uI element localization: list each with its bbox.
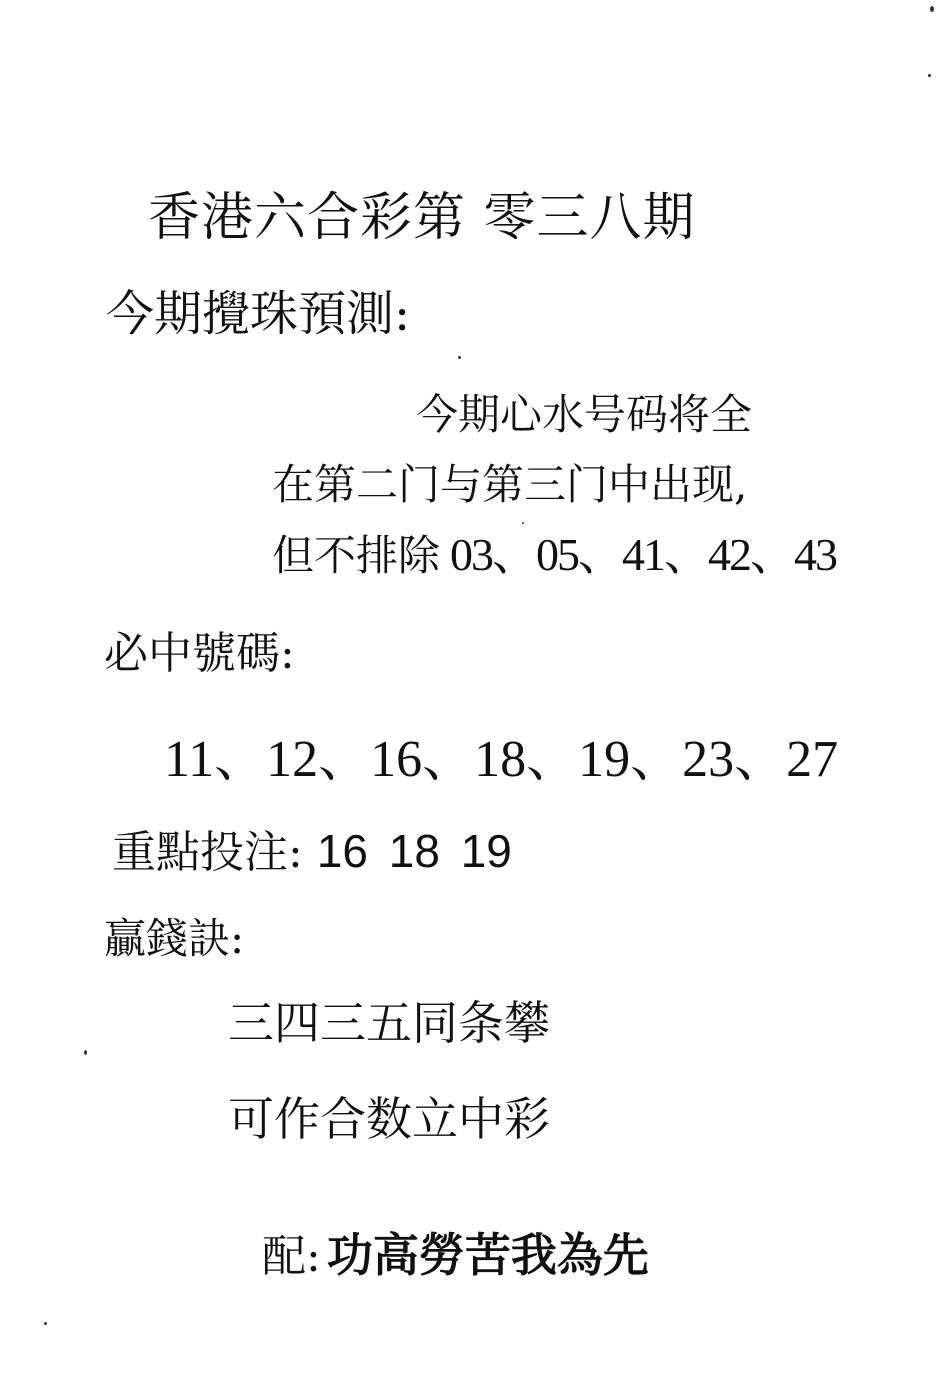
scan-speck	[84, 1050, 87, 1055]
scan-speck	[458, 356, 461, 359]
forecast-heading: 今期攪珠預測:	[106, 286, 411, 342]
focus-bet-line	[112, 825, 512, 878]
footer-line	[262, 1228, 649, 1282]
winning-tip-line-2: 可作合数立中彩	[228, 1092, 550, 1146]
scan-speck	[930, 6, 934, 12]
forecast-line-2: 在第二门与第三门中出现,	[272, 460, 748, 509]
forecast-line-3	[272, 529, 837, 580]
footer-label: 配:	[262, 1231, 321, 1282]
forecast-line-3-prefix: 但不排除	[272, 531, 441, 580]
excluded-numbers: 03、05、41、42、43	[450, 529, 837, 580]
focus-bet-heading: 重點投注:	[112, 827, 303, 878]
forecast-line-1: 今期心水号码将全	[416, 390, 753, 439]
scan-speck	[928, 74, 931, 77]
sure-numbers-list: 11、12、16、18、19、23、27	[164, 731, 839, 788]
scan-speck	[44, 1322, 47, 1325]
footer-value: 功高勞苦我為先	[326, 1228, 649, 1282]
page-title: 香港六合彩第 零三八期	[148, 188, 696, 248]
scan-speck	[522, 522, 524, 524]
sure-numbers-heading: 必中號碼:	[104, 628, 295, 679]
winning-tip-line-1: 三四三五同条攀	[228, 996, 550, 1050]
focus-bet-numbers: 16 18 19	[316, 825, 512, 877]
winning-tip-heading: 贏錢訣:	[104, 914, 245, 963]
